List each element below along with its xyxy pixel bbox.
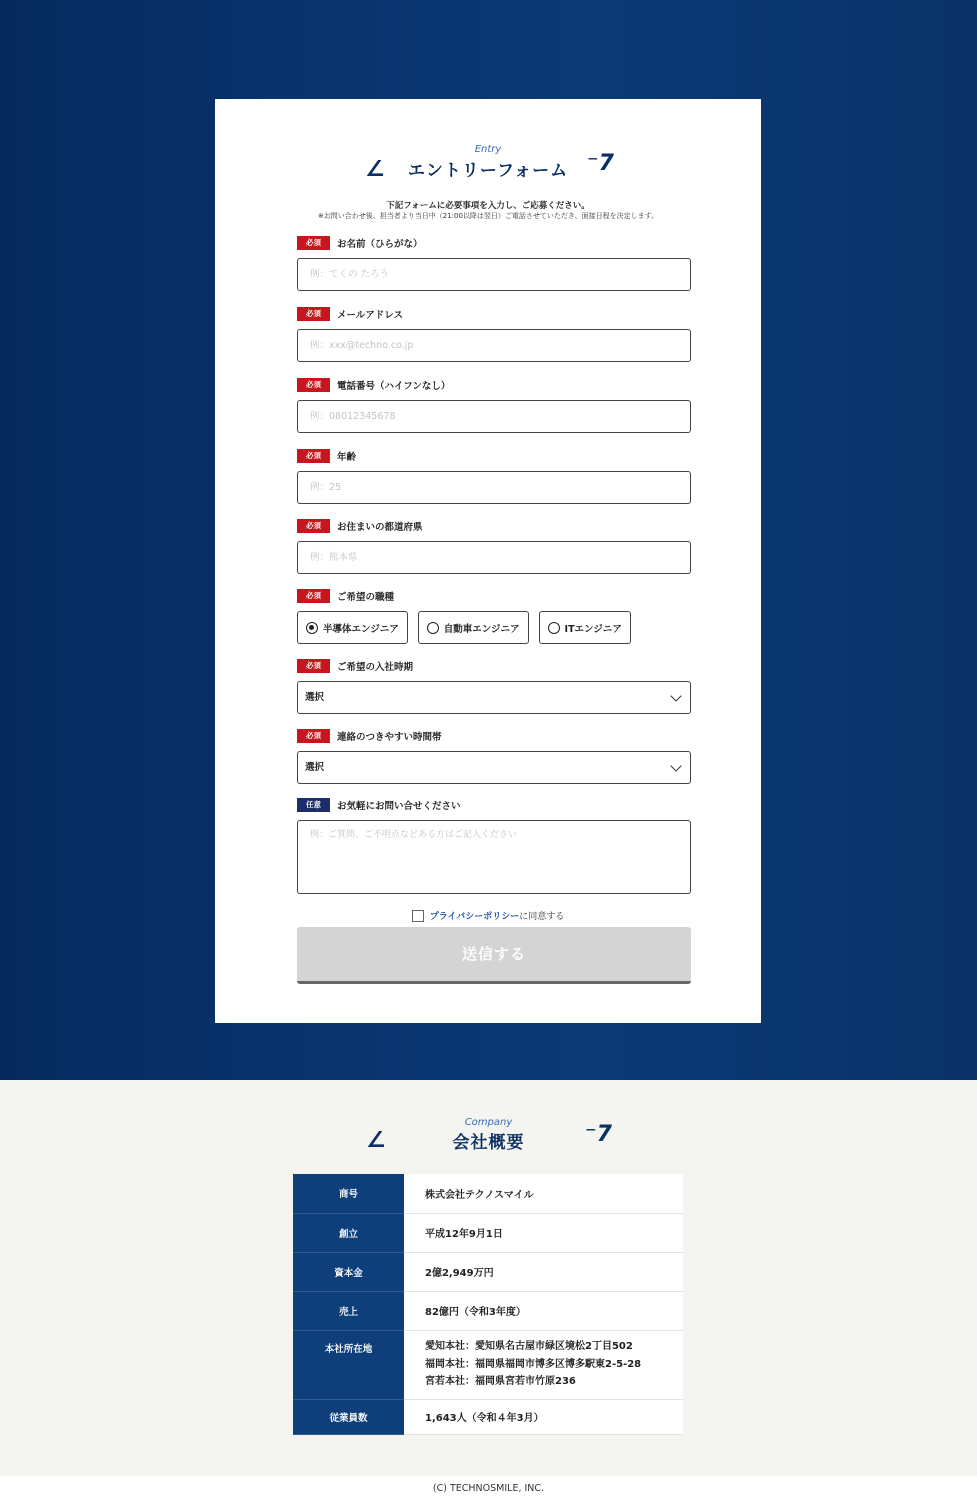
phone-input[interactable]: 例：08012345678 xyxy=(297,400,691,433)
right-bracket-decoration-icon: ⁻7 xyxy=(585,1122,612,1147)
chevron-down-icon xyxy=(670,760,681,771)
table-row: 売上 82億円（令和3年度） xyxy=(293,1291,683,1330)
job-radio-group xyxy=(297,611,691,644)
entry-form-card xyxy=(215,99,761,1023)
prefecture-label: お住まいの都道府県 xyxy=(337,522,423,533)
left-bracket-decoration-icon: ∠ xyxy=(366,1128,386,1153)
age-field xyxy=(297,449,691,504)
contact-time-select[interactable]: 選択 xyxy=(297,751,691,784)
table-row: 資本金 2億2,949万円 xyxy=(293,1252,683,1291)
entry-note: ※お問い合わせ後、担当者より当日中（21:00以降は翌日）ご電話させていただき、面接日程を決定します。 xyxy=(317,212,659,220)
required-tag: 必須 xyxy=(297,307,330,321)
age-input[interactable]: 例：25 xyxy=(297,471,691,504)
email-field xyxy=(297,307,691,362)
privacy-agreement xyxy=(215,909,761,922)
radio-unchecked-icon xyxy=(427,622,439,634)
copyright: (C) TECHNOSMILE, INC. xyxy=(432,1483,545,1494)
contact-time-label: 連絡のつきやすい時間帯 xyxy=(337,732,442,743)
prefecture-input[interactable]: 例：熊本県 xyxy=(297,541,691,574)
table-row: 創立 平成12年9月1日 xyxy=(293,1213,683,1252)
email-input[interactable]: 例：xxx@techno.co.jp xyxy=(297,329,691,362)
left-bracket-decoration-icon: ∠ xyxy=(365,157,385,182)
radio-unchecked-icon xyxy=(548,622,560,634)
optional-tag: 任意 xyxy=(297,798,330,812)
entry-heading xyxy=(215,99,761,189)
email-label: メールアドレス xyxy=(337,310,404,321)
company-info-table xyxy=(293,1174,683,1435)
agree-checkbox[interactable] xyxy=(412,910,424,922)
privacy-policy-link[interactable]: プライバシーポリシー xyxy=(429,912,520,922)
prefecture-field xyxy=(297,519,691,574)
age-label: 年齢 xyxy=(337,452,357,463)
message-field xyxy=(297,798,691,894)
message-label: お気軽にお問い合せください xyxy=(337,801,461,812)
job-label: ご希望の職種 xyxy=(337,592,395,603)
required-tag: 必須 xyxy=(297,449,330,463)
submit-button[interactable]: 送信する xyxy=(297,927,691,984)
agree-suffix: に同意する xyxy=(519,912,565,922)
table-row: 商号 株式会社テクノスマイル xyxy=(293,1174,683,1213)
required-tag: 必須 xyxy=(297,378,330,392)
entry-en-subtitle: Entry xyxy=(474,144,502,155)
required-tag: 必須 xyxy=(297,519,330,533)
name-label: お名前（ひらがな） xyxy=(337,239,423,250)
chevron-down-icon xyxy=(670,690,681,701)
required-tag: 必須 xyxy=(297,659,330,673)
entry-title: エントリーフォーム xyxy=(407,161,569,181)
name-input[interactable]: 例：てくの たろう xyxy=(297,258,691,291)
phone-field xyxy=(297,378,691,433)
entry-intro: 下記フォームに必要事項を入力し、ご応募ください。 xyxy=(386,201,590,211)
start-select[interactable]: 選択 xyxy=(297,681,691,714)
required-tag: 必須 xyxy=(297,236,330,250)
company-title: 会社概要 xyxy=(452,1133,525,1153)
job-option-semiconductor[interactable]: 半導体エンジニア xyxy=(297,611,408,644)
table-row: 従業員数 1,643人（令和４年3月） xyxy=(293,1399,683,1434)
company-heading xyxy=(0,1110,977,1160)
start-label: ご希望の入社時期 xyxy=(337,662,414,673)
required-tag: 必須 xyxy=(297,729,330,743)
phone-label: 電話番号（ハイフンなし） xyxy=(337,381,451,392)
message-textarea[interactable]: 例：ご質問、ご不明点などある方はご記入ください xyxy=(297,820,691,894)
required-tag: 必須 xyxy=(297,589,330,603)
table-row: 本社所在地 愛知本社：愛知県名古屋市緑区境松2丁目502 福岡本社：福岡県福岡市博多区博多駅東2-5-28 宮若本社：福岡県宮若市竹原236 xyxy=(293,1330,683,1399)
radio-checked-icon xyxy=(306,622,318,634)
start-field xyxy=(297,659,691,714)
job-option-automotive[interactable]: 自動車エンジニア xyxy=(418,611,529,644)
job-field xyxy=(297,589,691,644)
right-bracket-decoration-icon: ⁻7 xyxy=(587,151,614,176)
name-field xyxy=(297,236,691,291)
job-option-it[interactable]: ITエンジニア xyxy=(539,611,631,644)
company-en-subtitle: Company xyxy=(464,1117,513,1128)
contact-time-field xyxy=(297,729,691,784)
